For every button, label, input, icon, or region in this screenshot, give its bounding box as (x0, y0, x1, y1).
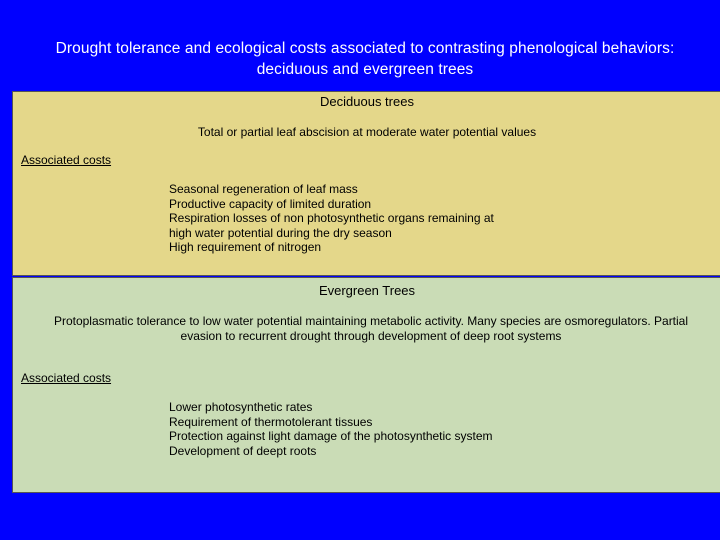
deciduous-heading: Deciduous trees (320, 94, 414, 109)
evergreen-heading: Evergreen Trees (318, 283, 416, 298)
slide-title-line-2: deciduous and evergreen trees (256, 61, 474, 78)
list-item: Requirement of thermotolerant tissues (169, 414, 373, 429)
evergreen-panel (12, 277, 720, 493)
slide-title-line-1: Drought tolerance and ecological costs associated to contrasting phenological behaviors: (55, 40, 675, 57)
list-item: High requirement of nitrogen (169, 240, 322, 254)
list-item: Development of deept roots (169, 443, 317, 458)
evergreen-costs-label: Associated costs (21, 371, 112, 385)
deciduous-panel (12, 91, 720, 276)
evergreen-costs-list (169, 400, 493, 458)
list-item: high water potential during the dry season (169, 225, 392, 240)
deciduous-costs-list (169, 182, 494, 255)
evergreen-description-line-1: Protoplasmatic tolerance to low water potential maintaining metabolic activity. Many species are osmoregulators. Partial (53, 314, 689, 328)
evergreen-description-line-2: evasion to recurrent drought through development of deep root systems (180, 328, 562, 343)
list-item: Productive capacity of limited duration (169, 196, 372, 211)
list-item: Protection against light damage of the photosynthetic system (169, 429, 493, 443)
deciduous-description: Total or partial leaf abscision at moderate water potential values (197, 125, 537, 139)
list-item: Seasonal regeneration of leaf mass (169, 182, 358, 196)
list-item: Lower photosynthetic rates (169, 400, 313, 414)
evergreen-description (21, 314, 720, 343)
list-item: Respiration losses of non photosynthetic organs remaining at (169, 211, 494, 225)
slide-title (0, 38, 720, 80)
deciduous-costs-label: Associated costs (21, 153, 112, 167)
